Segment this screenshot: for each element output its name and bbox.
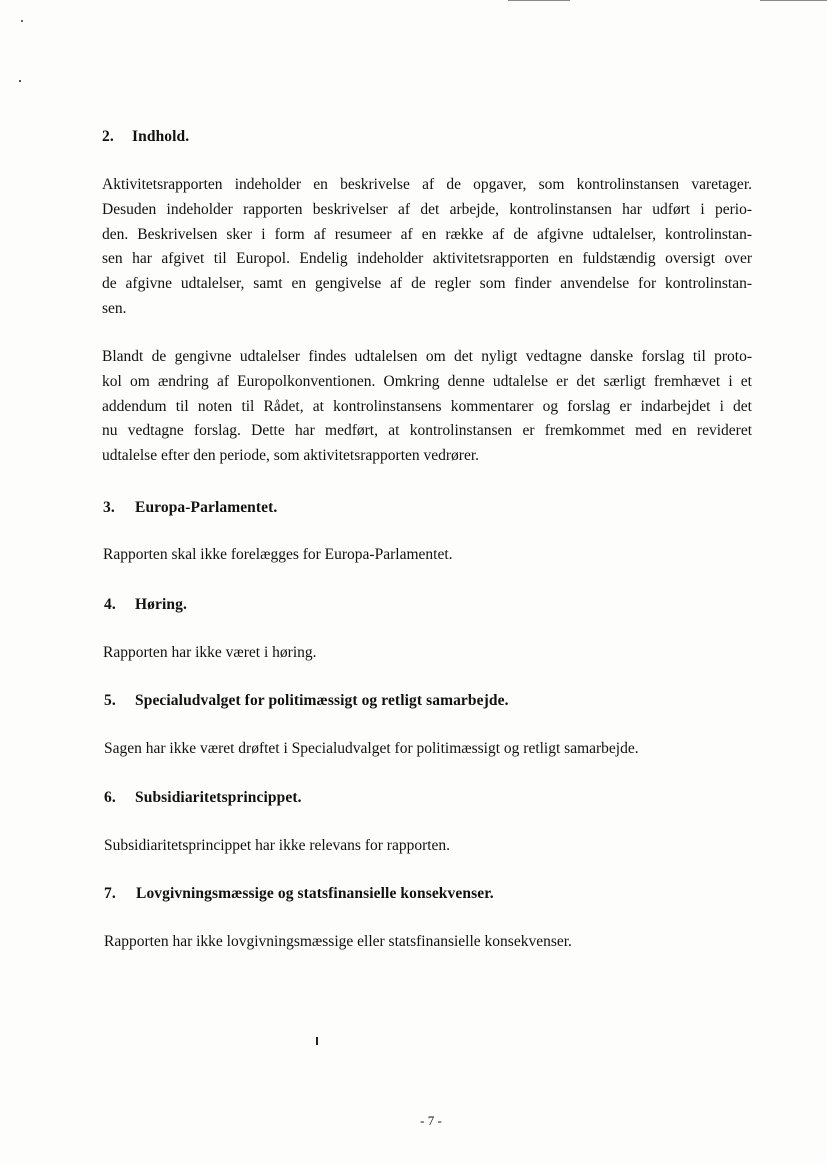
- section-text: Rapporten har ikke været i høring.: [103, 644, 317, 661]
- body-paragraph: [102, 345, 752, 469]
- scan-speck: [19, 80, 21, 82]
- paragraph-line: sen.: [102, 299, 127, 317]
- section-heading: [104, 692, 509, 710]
- section-number: 5.: [104, 692, 116, 709]
- scan-edge-line: [760, 0, 827, 1]
- section-title: Indhold.: [132, 128, 190, 145]
- section-number: 6.: [104, 789, 116, 806]
- scan-edge-line: [508, 0, 570, 1]
- page-number: - 7 -: [420, 1113, 442, 1128]
- section-number: 2.: [102, 128, 114, 145]
- section-number: 7.: [104, 885, 116, 902]
- paragraph-line: Desuden indeholder rapporten beskrivelser af det arbejde, kontrolinstansen har udført i perio-: [102, 200, 752, 218]
- paragraph-line: Blandt de gengivne udtalelser findes udtalelsen om det nyligt vedtagne danske forslag til proto-: [102, 348, 752, 365]
- paragraph-line: den. Beskrivelsen sker i form af resumeer af en række af de afgivne udtalelser, kontrolinstan-: [102, 225, 752, 243]
- section-title: Subsidiaritetsprincippet.: [135, 789, 302, 806]
- section-title: Specialudvalget for politimæssigt og retligt samarbejde.: [135, 692, 509, 709]
- paragraph-line: nu vedtagne forslag. Dette har medført, at kontrolinstansen er fremkommet med en revideret: [102, 422, 752, 440]
- section-heading: [103, 499, 277, 517]
- paragraph-line: sen har afgivet til Europol. Endelig indeholder aktivitetsrapporten en fuldstændig oversigt over: [102, 250, 752, 268]
- body-paragraph: [102, 173, 752, 322]
- section-title: Europa-Parlamentet.: [135, 499, 278, 516]
- section-number: 4.: [104, 596, 116, 613]
- section-heading: [104, 885, 494, 903]
- section-heading: [104, 596, 187, 614]
- paragraph-line: addendum til noten til Rådet, at kontrolinstansens kommentarer og forslag er indarbejdet i det: [102, 397, 752, 415]
- section-title: Lovgivningsmæssige og statsfinansielle konsekvenser.: [136, 885, 494, 902]
- section-heading: [104, 789, 302, 807]
- scan-speck: [21, 20, 23, 22]
- scan-mark: [316, 1037, 318, 1045]
- section-text: Rapporten skal ikke forelægges for Europa-Parlamentet.: [103, 546, 453, 563]
- section-text: Subsidiaritetsprincippet har ikke relevans for rapporten.: [104, 837, 451, 854]
- section-number: 3.: [103, 499, 115, 516]
- paragraph-line: udtalelse efter den periode, som aktivitetsrapporten vedrører.: [102, 447, 480, 465]
- section-text: Rapporten har ikke lovgivningsmæssige eller statsfinansielle konsekvenser.: [104, 933, 572, 950]
- paragraph-line: de afgivne udtalelser, samt en gengivelse af de regler som finder anvendelse for kontrolinstan-: [102, 275, 752, 293]
- section-heading: [102, 128, 189, 146]
- section-title: Høring.: [135, 596, 187, 613]
- section-text: Sagen har ikke været drøftet i Specialudvalget for politimæssigt og retligt samarbejde.: [104, 740, 639, 757]
- paragraph-line: kol om ændring af Europolkonventionen. Omkring denne udtalelse er det særligt fremhævet i et: [102, 372, 752, 390]
- paragraph-line: Aktivitetsrapporten indeholder en beskrivelse af de opgaver, som kontrolinstansen varetager.: [102, 176, 752, 193]
